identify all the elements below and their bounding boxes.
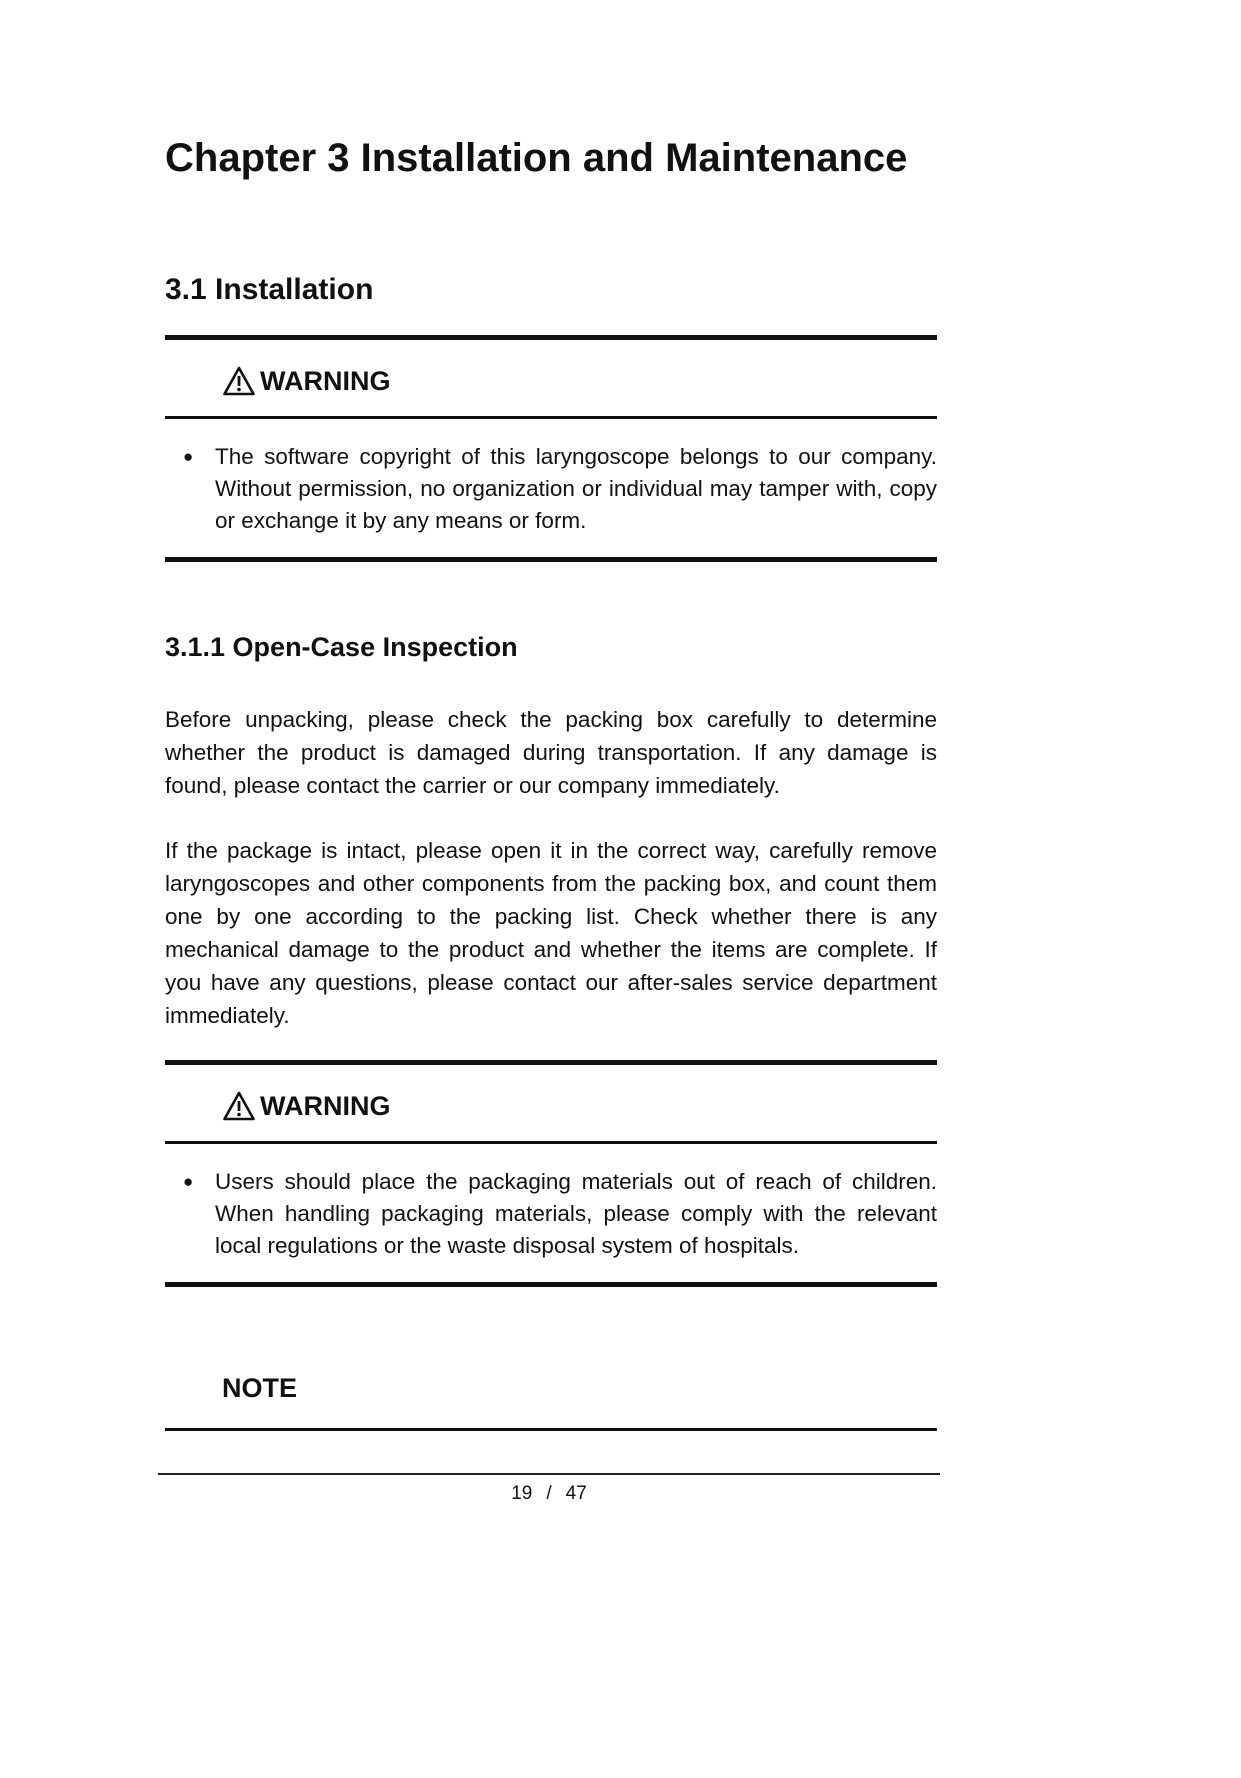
section-title: 3.1 Installation [165,273,374,306]
warning-top-divider [165,1060,937,1065]
subsection-title: 3.1.1 Open-Case Inspection [165,632,518,662]
warning-bottom-divider [165,557,937,562]
warning-block-2 [165,1060,937,1287]
warning-heading [165,362,937,400]
page-number-total: 47 [565,1483,587,1504]
warning-list-item [165,441,937,537]
note-label: NOTE [222,1373,298,1403]
page-number-current: 19 [511,1483,533,1504]
page-number [158,1483,940,1505]
warning-text: The software copyright of this laryngoscope belongs to our company. Without permission, no organization or individual may tamper with, copy or exchange it by any means or form. [215,444,937,533]
page-content [165,0,937,1431]
warning-list-item [165,1166,937,1262]
warning-bottom-divider [165,1282,937,1287]
warning-text: Users should place the packaging materials out of reach of children. When handling packaging materials, please comply with the relevant local regulations or the waste disposal system of hospitals. [215,1169,937,1258]
note-block [165,1373,937,1431]
note-divider [165,1428,937,1431]
warning-middle-divider [165,416,937,419]
warning-triangle-icon [222,365,256,397]
warning-block-1 [165,335,937,562]
page-footer [158,1473,940,1505]
body-paragraph-1: Before unpacking, please check the packing box carefully to determine whether the product is damaged during transportation. If any damage is found, please contact the carrier or our company immediately. [165,707,937,798]
warning-label: WARNING [260,365,391,396]
warning-label: WARNING [260,1090,391,1121]
warning-triangle-icon [222,1090,256,1122]
bullet-icon: ● [183,447,194,466]
chapter-title: Chapter 3 Installation and Maintenance [165,136,908,180]
bullet-icon: ● [183,1172,194,1191]
warning-middle-divider [165,1141,937,1144]
warning-heading [165,1087,937,1125]
footer-divider [158,1473,940,1475]
warning-top-divider [165,335,937,340]
body-paragraph-2: If the package is intact, please open it in the correct way, carefully remove laryngoscopes and other components from the packing box, and count them one by one according to the packing list. Check whether there is any mechanical damage to the product and whether the items are complete. If you have any questions, please contact our after-sales service department immediately. [165,838,937,1028]
page-number-separator: / [546,1483,552,1504]
